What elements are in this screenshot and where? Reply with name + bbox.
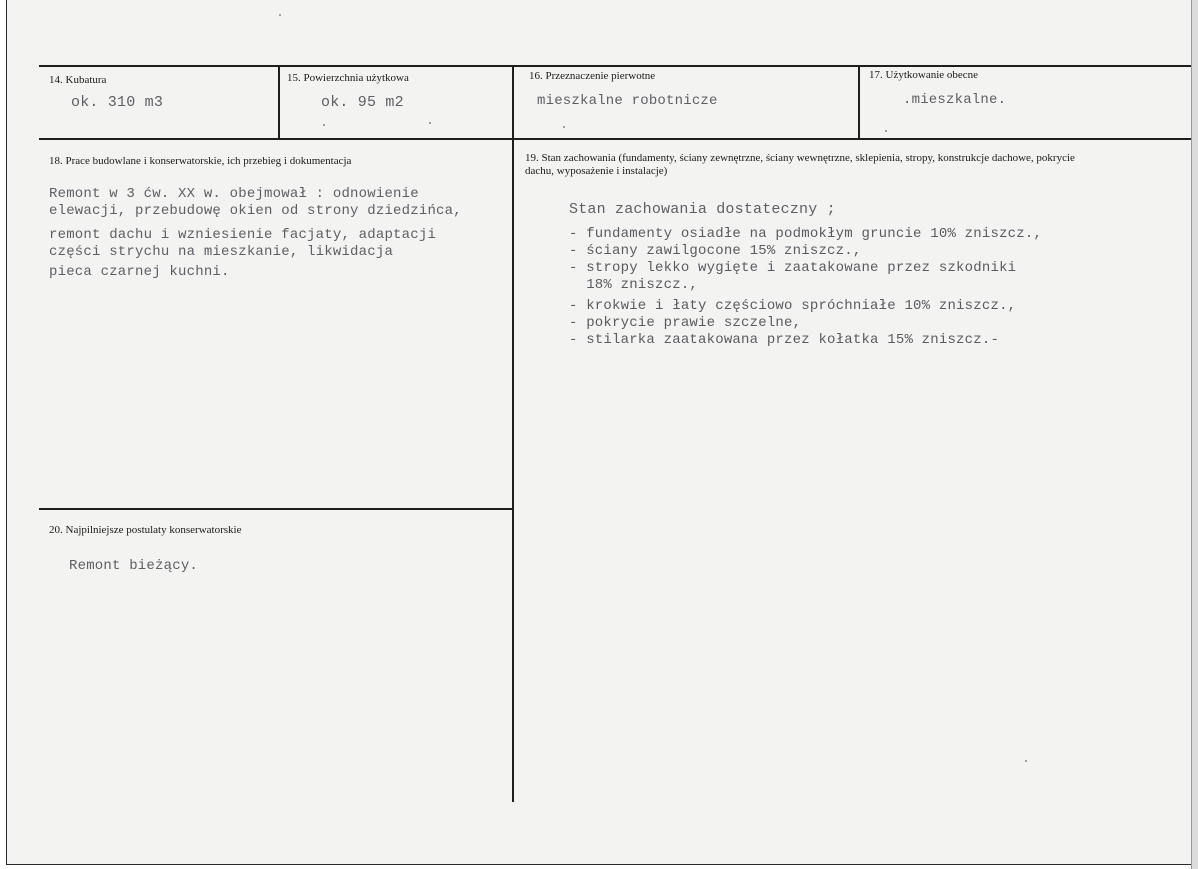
list-item: - krokwie i łaty częściowo spróchniałe 10% zniszcz., (569, 298, 1017, 314)
field-16-value: mieszkalne robotnicze (537, 93, 718, 109)
scan-speck (323, 124, 325, 126)
field-18-line-2: elewacji, przebudowę okien od strony dziedzińca, (49, 203, 462, 219)
field-14-value: ok. 310 m3 (71, 94, 164, 111)
scan-speck (563, 126, 565, 128)
field-20-label: 20. Najpilniejsze postulaty konserwatorskie (49, 524, 242, 536)
field-18-line-1: Remont w 3 ćw. XX w. obejmował : odnowienie (49, 186, 419, 202)
record-card (6, 0, 1192, 865)
scan-speck (429, 122, 431, 124)
field-17-value: .mieszkalne. (903, 92, 1007, 108)
field-18-line-3: remont dachu i wzniesienie facjaty, adaptacji (49, 227, 437, 243)
scan-edge (1191, 0, 1198, 869)
field-19-intro: Stan zachowania dostateczny ; (569, 201, 836, 218)
field-18-label: 18. Prace budowlane i konserwatorskie, ich przebieg i dokumentacja (49, 155, 352, 167)
field-18-line-4: części strychu na mieszkanie, likwidacja (49, 244, 394, 260)
col-divider-16-17 (858, 65, 860, 140)
list-item: - stilarka zaatakowana przez kołatka 15% zniszcz.- (569, 332, 1000, 348)
scan-speck (279, 14, 281, 16)
field-19-label: 19. Stan zachowania (fundamenty, ściany zewnętrzne, ściany wewnętrzne, sklepienia, stropy, konstrukcje dachowe, pokrycie dachu, wyposażenie i instalacje) (525, 152, 1075, 177)
row-divider (39, 138, 1192, 140)
section-20-rule (39, 508, 514, 510)
field-19-items (569, 226, 1042, 349)
field-18-line-5: pieca czarnej kuchni. (49, 264, 230, 280)
field-16-label: 16. Przeznaczenie pierwotne (529, 70, 656, 82)
scan-speck (885, 130, 887, 132)
list-item: - stropy lekko wygięte i zaatakowane przez szkodniki (569, 260, 1017, 276)
col-divider-15-16 (512, 65, 514, 802)
field-15-label: 15. Powierzchnia użytkowa (287, 72, 409, 84)
scan-speck (1025, 760, 1027, 762)
list-item: - ściany zawilgocone 15% zniszcz., (569, 243, 862, 259)
list-item: - fundamenty osiadłe na podmokłym gruncie 10% zniszcz., (569, 226, 1043, 242)
field-20-value: Remont bieżący. (69, 558, 199, 574)
top-rule (39, 65, 1192, 67)
field-14-label: 14. Kubatura (49, 74, 107, 86)
list-item: - pokrycie prawie szczelne, (569, 315, 802, 331)
field-15-value: ok. 95 m2 (321, 94, 404, 111)
field-17-label: 17. Użytkowanie obecne (869, 69, 979, 81)
col-divider-14-15 (278, 65, 280, 140)
list-item: 18% zniszcz., (569, 277, 699, 293)
